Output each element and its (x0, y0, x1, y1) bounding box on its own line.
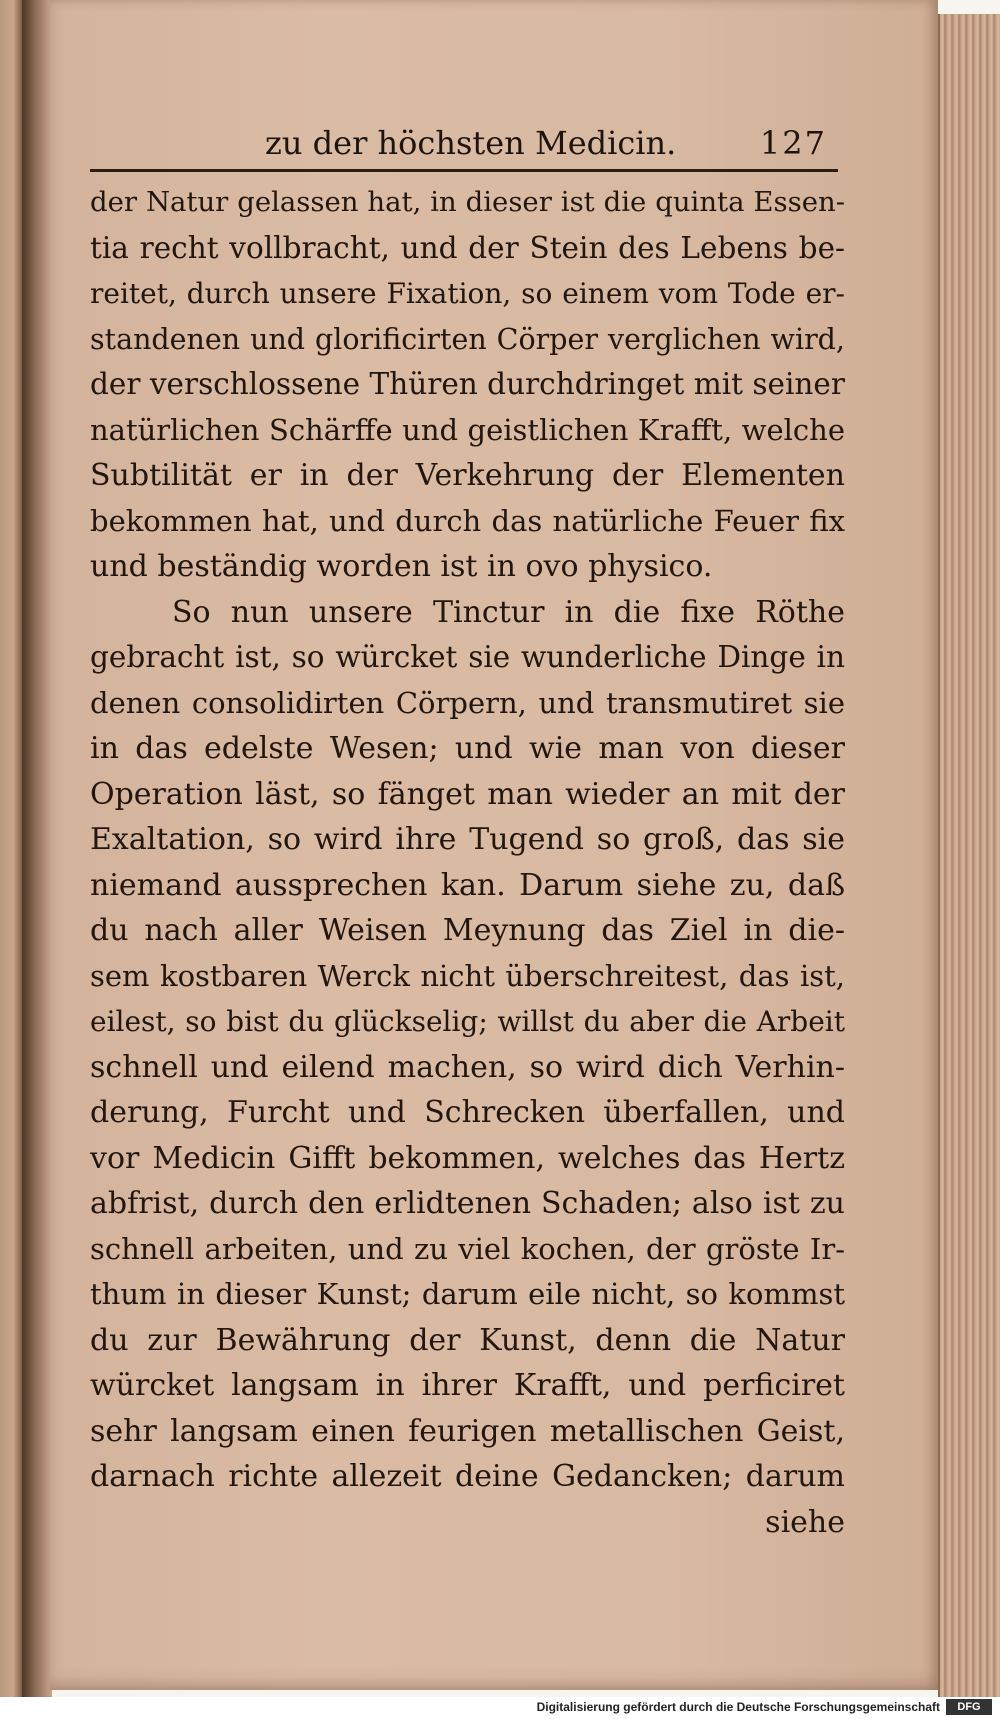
text-line: niemand aussprechen kan. Darum siehe zu, daß (90, 867, 845, 903)
page-fore-edge (938, 14, 1000, 1704)
text-line: der verschlossene Thüren durchdringet mit seiner (90, 367, 845, 401)
text-line: standenen und glorificirten Cörper verglichen wird, (90, 322, 845, 356)
text-line: natürlichen Schärffe und geistlichen Krafft, welche (90, 412, 845, 447)
previous-page-edge (0, 0, 22, 1719)
text-line: gebracht ist, so würcket sie wunderliche Dinge in (90, 640, 845, 674)
text-line: Exaltation, so wird ihre Tugend so groß, das sie (90, 822, 845, 857)
text-line: darnach richte allezeit deine Gedancken; darum (90, 1459, 845, 1494)
header-rule (90, 169, 838, 172)
text-line: eilest, so bist du glückselig; willst du aber die Arbeit (90, 1005, 845, 1038)
text-line: Operation läst, so fänget man wieder an mit der (90, 776, 845, 812)
text-line: reitet, durch unsere Fixation, so einem vom Tode er- (90, 277, 845, 310)
text-line: vor Medicin Gifft bekommen, welches das Hertz (90, 1140, 845, 1176)
text-line: denen consolidirten Cörpern, und transmutiret sie (90, 685, 845, 720)
body-text (90, 180, 845, 1545)
text-line: abfrist, durch den erlidtenen Schaden; also ist zu (90, 1186, 845, 1221)
text-line: sehr langsam einen feurigen metallischen Geist, (90, 1413, 845, 1449)
text-line: in das edelste Wesen; und wie man von dieser (90, 731, 845, 766)
text-line: sem kostbaren Werck nicht überschreitest, das ist, (90, 958, 845, 993)
text-line-paragraph-start: So nun unsere Tinctur in die fixe Röthe (172, 594, 845, 630)
text-line: würcket langsam in ihrer Krafft, und perficiret (90, 1368, 845, 1403)
text-line: der Natur gelassen hat, in dieser ist die quinta Essen- (90, 186, 845, 218)
page-number: 127 (759, 124, 827, 162)
book-page (50, 0, 938, 1690)
text-line: thum in dieser Kunst; darum eile nicht, so kommst (90, 1277, 845, 1311)
text-line: schnell und eilend machen, so wird dich Verhin- (90, 1049, 845, 1085)
text-line: Subtilität er in der Verkehrung der Elementen (90, 458, 845, 493)
running-head (90, 120, 835, 166)
book-gutter (22, 0, 52, 1719)
text-line: du nach aller Weisen Meynung das Ziel in die- (90, 913, 845, 948)
digitization-credit: Digitalisierung gefördert durch die Deutsche Forschungsgemeinschaft (536, 1700, 940, 1714)
text-line: derung, Furcht und Schrecken überfallen, und (90, 1095, 845, 1130)
text-line: bekommen hat, und durch das natürliche Feuer fix (90, 503, 845, 538)
catchword: siehe (765, 1504, 845, 1540)
text-line: du zur Bewährung der Kunst, denn die Natur (90, 1322, 845, 1358)
text-line: schnell arbeiten, und zu viel kochen, der gröste Ir- (90, 1231, 845, 1266)
text-line-paragraph-end: und beständig worden ist in ovo physico. (90, 549, 713, 584)
dfg-logo: DFG (946, 1699, 992, 1715)
running-head-title: zu der höchsten Medicin. (265, 124, 677, 162)
text-line: tia recht vollbracht, und der Stein des Lebens be- (90, 230, 845, 265)
